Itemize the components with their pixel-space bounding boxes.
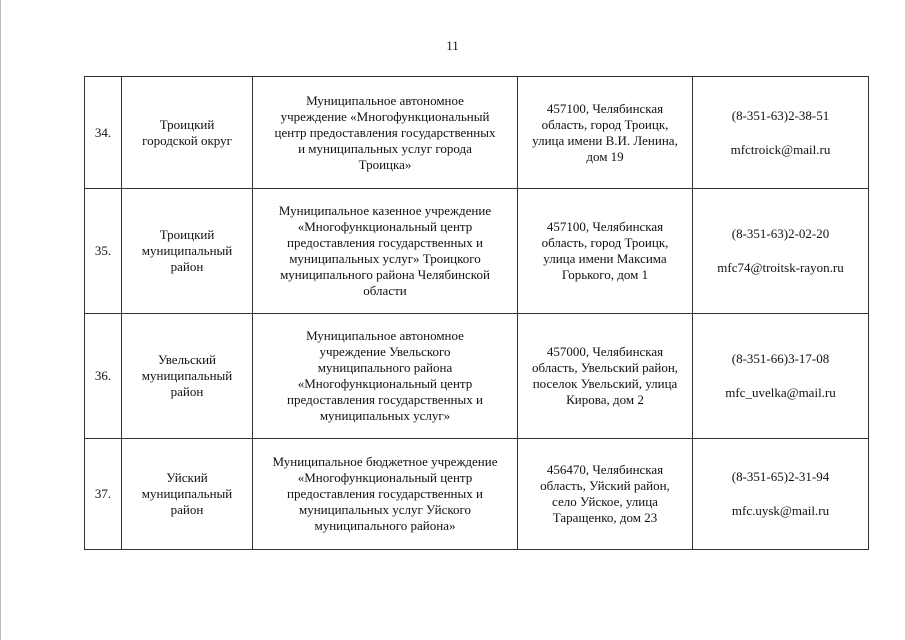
organization-line: предоставления государственных и: [287, 392, 483, 407]
organization-line: Муниципальное автономное: [306, 92, 464, 108]
contact-spacer: [697, 485, 864, 503]
organization-line: Муниципальное казенное учреждение: [278, 203, 492, 218]
table-row: [85, 77, 869, 189]
district-cell: [122, 439, 253, 550]
address-cell: [518, 189, 693, 314]
organization-line: предоставления государственных и: [287, 235, 483, 250]
page-left-edge: [0, 0, 1, 640]
address-line: улица имени В.И. Ленина,: [532, 132, 678, 148]
address-line: дом 19: [586, 148, 624, 164]
district-line: муниципальный: [141, 243, 233, 258]
mfc-registry-table: [84, 76, 869, 550]
organization-line: муниципальных услуг Уйского: [298, 502, 472, 517]
organization-line: «Многофункциональный центр: [297, 470, 473, 485]
organization-line: муниципальных услуг»: [319, 408, 451, 423]
contact-spacer: [697, 367, 864, 385]
district-line: район: [170, 259, 204, 274]
district-line: Троицкий: [159, 116, 215, 132]
address-line: село Уйское, улица: [552, 494, 658, 509]
contact-spacer: [697, 242, 864, 260]
address-cell: [518, 439, 693, 550]
address-line: область, город Троицк,: [541, 116, 669, 132]
address-line: 457000, Челябинская: [546, 344, 664, 359]
organization-line: и муниципальных услуг города: [298, 140, 472, 156]
address-line: улица имени Максима: [543, 251, 667, 266]
email-address: mfc74@troitsk-rayon.ru: [717, 260, 844, 275]
organization-line: «Многофункциональный центр: [297, 219, 473, 234]
organization-line: Муниципальное бюджетное учреждение: [272, 454, 498, 469]
district-line: муниципальный: [141, 368, 233, 383]
row-number: 36.: [85, 314, 122, 439]
email-address: mfc.uysk@mail.ru: [731, 503, 830, 518]
district-line: городской округ: [142, 132, 232, 148]
phone-number: (8-351-66)3-17-08: [731, 351, 830, 366]
district-cell: [122, 314, 253, 439]
address-line: Кирова, дом 2: [566, 392, 644, 407]
page-number: 11: [446, 38, 459, 53]
organization-line: учреждение Увельского: [319, 344, 451, 359]
table-row: [85, 314, 869, 439]
address-line: Таращенко, дом 23: [552, 510, 658, 525]
organization-line: муниципальных услуг» Троицкого: [289, 251, 481, 266]
organization-cell: [253, 77, 518, 189]
district-line: Увельский: [158, 352, 216, 367]
phone-number: (8-351-65)2-31-94: [731, 469, 830, 484]
email-address: mfctroick@mail.ru: [730, 141, 831, 157]
address-line: 456470, Челябинская: [546, 462, 664, 477]
district-cell: [122, 189, 253, 314]
district-line: Уйский: [166, 470, 208, 485]
address-cell: [518, 314, 693, 439]
contact-cell: [693, 77, 869, 189]
organization-cell: [253, 314, 518, 439]
organization-line: муниципального района»: [314, 518, 456, 533]
district-line: район: [170, 502, 204, 517]
email-address: mfc_uvelka@mail.ru: [725, 385, 836, 400]
address-line: область, город Троицк,: [541, 235, 669, 250]
row-number: 34.: [85, 77, 122, 189]
district-line: Троицкий: [159, 227, 215, 242]
contact-cell: [693, 314, 869, 439]
address-cell: [518, 77, 693, 189]
address-line: область, Уйский район,: [540, 478, 670, 493]
organization-line: Муниципальное автономное: [306, 328, 464, 343]
phone-number: (8-351-63)2-02-20: [731, 226, 830, 241]
district-cell: [122, 77, 253, 189]
table-row: [85, 189, 869, 314]
row-number: 35.: [85, 189, 122, 314]
organization-line: Троицка»: [358, 156, 412, 172]
organization-line: муниципального района: [317, 360, 453, 375]
district-line: муниципальный: [141, 486, 233, 501]
contact-cell: [693, 439, 869, 550]
address-line: Горького, дом 1: [561, 267, 649, 282]
organization-line: муниципального района Челябинской: [280, 267, 490, 282]
table-row: [85, 439, 869, 550]
district-line: район: [170, 384, 204, 399]
organization-cell: [253, 189, 518, 314]
address-line: 457100, Челябинская: [546, 219, 664, 234]
organization-line: центр предоставления государственных: [274, 124, 496, 140]
row-number: 37.: [85, 439, 122, 550]
organization-line: предоставления государственных и: [287, 486, 483, 501]
contact-cell: [693, 189, 869, 314]
organization-line: учреждение «Многофункциональный: [280, 108, 490, 124]
address-line: 457100, Челябинская: [546, 100, 664, 116]
organization-cell: [253, 439, 518, 550]
organization-line: «Многофункциональный центр: [297, 376, 473, 391]
phone-number: (8-351-63)2-38-51: [731, 107, 830, 123]
contact-spacer: [697, 124, 864, 142]
address-line: поселок Увельский, улица: [532, 376, 678, 391]
organization-line: области: [363, 283, 407, 298]
address-line: область, Увельский район,: [531, 360, 679, 375]
